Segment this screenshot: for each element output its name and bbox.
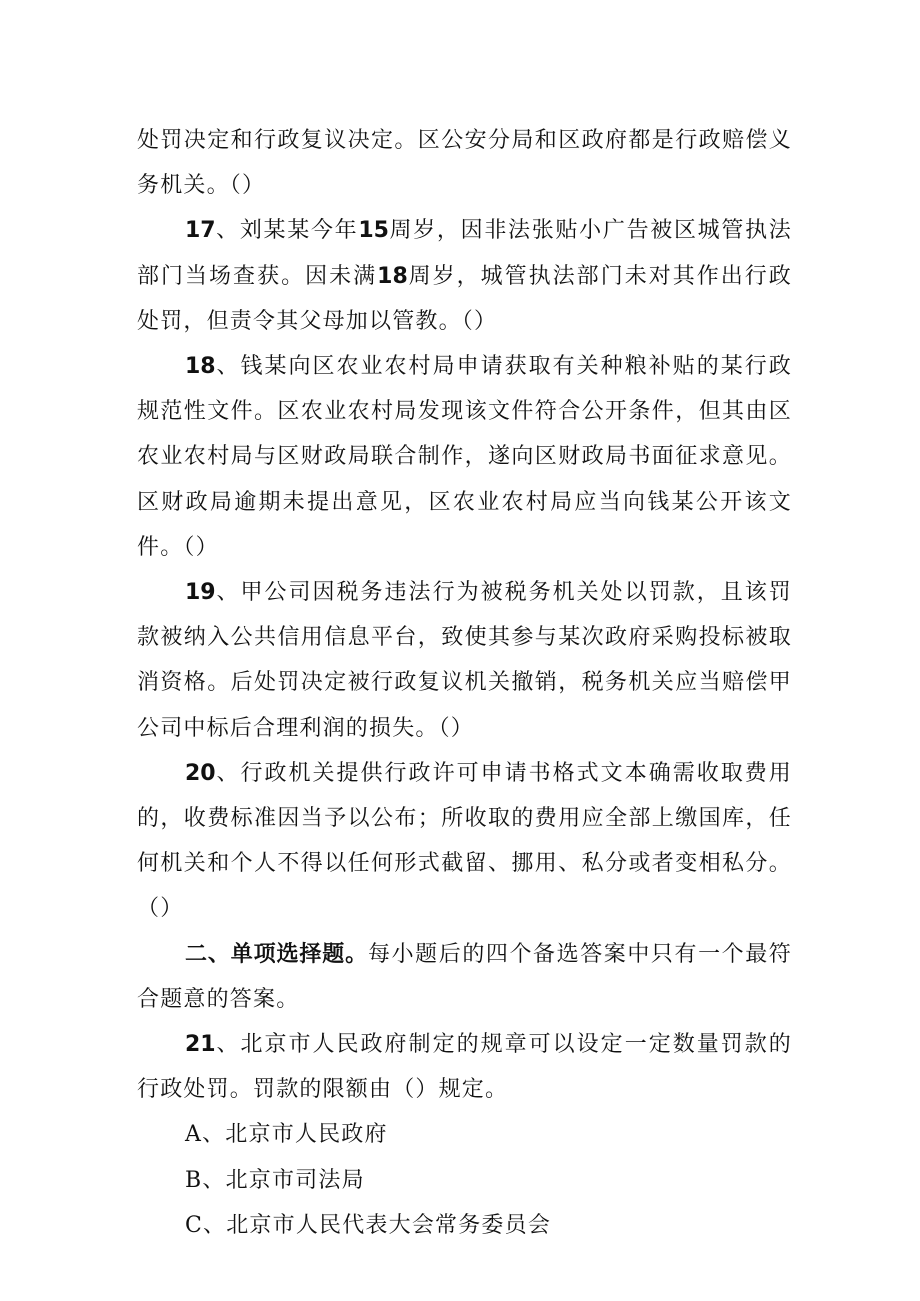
question-number: 19 (185, 580, 216, 606)
inline-number: 15 (358, 218, 389, 244)
section-description: 每小题后的四个备选答案中只有一个最符合题意的答案。 (137, 941, 792, 1012)
continuation-paragraph (137, 118, 792, 208)
question-number: 17 (185, 218, 216, 244)
document-body (137, 118, 792, 1248)
question-text: 、甲公司因税务违法行为被税务机关处以罚款，且该罚款被纳入公共信用信息平台，致使其参与某次政府采购投标被取消资格。后处罚决定被行政复议机关撤销，税务机关应当赔偿甲公司中标后合理利润的损失。（） (137, 580, 792, 741)
answer-option-c: C、北京市人民代表大会常务委员会 (185, 1212, 552, 1238)
question-text: 、北京市人民政府制定的规章可以设定一定数量罚款的行政处罚。罚款的限额由（）规定。 (137, 1032, 792, 1103)
question-number: 21 (185, 1032, 216, 1058)
inline-number: 18 (377, 263, 408, 289)
continuation-text: 处罚决定和行政复议决定。区公安分局和区政府都是行政赔偿义务机关。（） (137, 128, 792, 199)
question-text: 、钱某向区农业农村局申请获取有关种粮补贴的某行政规范性文件。区农业农村局发现该文件符合公开条件，但其由区农业农村局与区财政局联合制作，遂向区财政局书面征求意见。区财政局逾期未提出意见，区农业农村局应当向钱某公开该文件。（） (137, 354, 792, 560)
section-heading: 二、单项选择题。 (185, 941, 369, 967)
question-number: 18 (185, 354, 216, 380)
answer-option-a: A、北京市人民政府 (185, 1122, 388, 1148)
question-21 (137, 1022, 792, 1112)
question-19 (137, 570, 792, 751)
question-18 (137, 344, 792, 570)
answer-option-b: B、北京市司法局 (185, 1167, 365, 1193)
question-text-part: 周岁，城管执法部门未对其作出行政处罚，但责令其父母加以管教。（） (137, 263, 792, 334)
question-17 (137, 208, 792, 344)
section-2-intro (137, 932, 792, 1022)
question-text-part: 、刘某某今年 (215, 218, 359, 244)
question-text-part: 周岁，因非法张贴小广告被区城管执法部门当场查获。因未满 (137, 218, 793, 289)
question-text: 、行政机关提供行政许可申请书格式文本确需收取费用的，收费标准因当予以公布；所收取的费用应全部上缴国库，任何机关和个人不得以任何形式截留、挪用、私分或者变相私分。（） (137, 760, 792, 922)
question-20 (137, 751, 792, 932)
question-number: 20 (185, 760, 216, 786)
